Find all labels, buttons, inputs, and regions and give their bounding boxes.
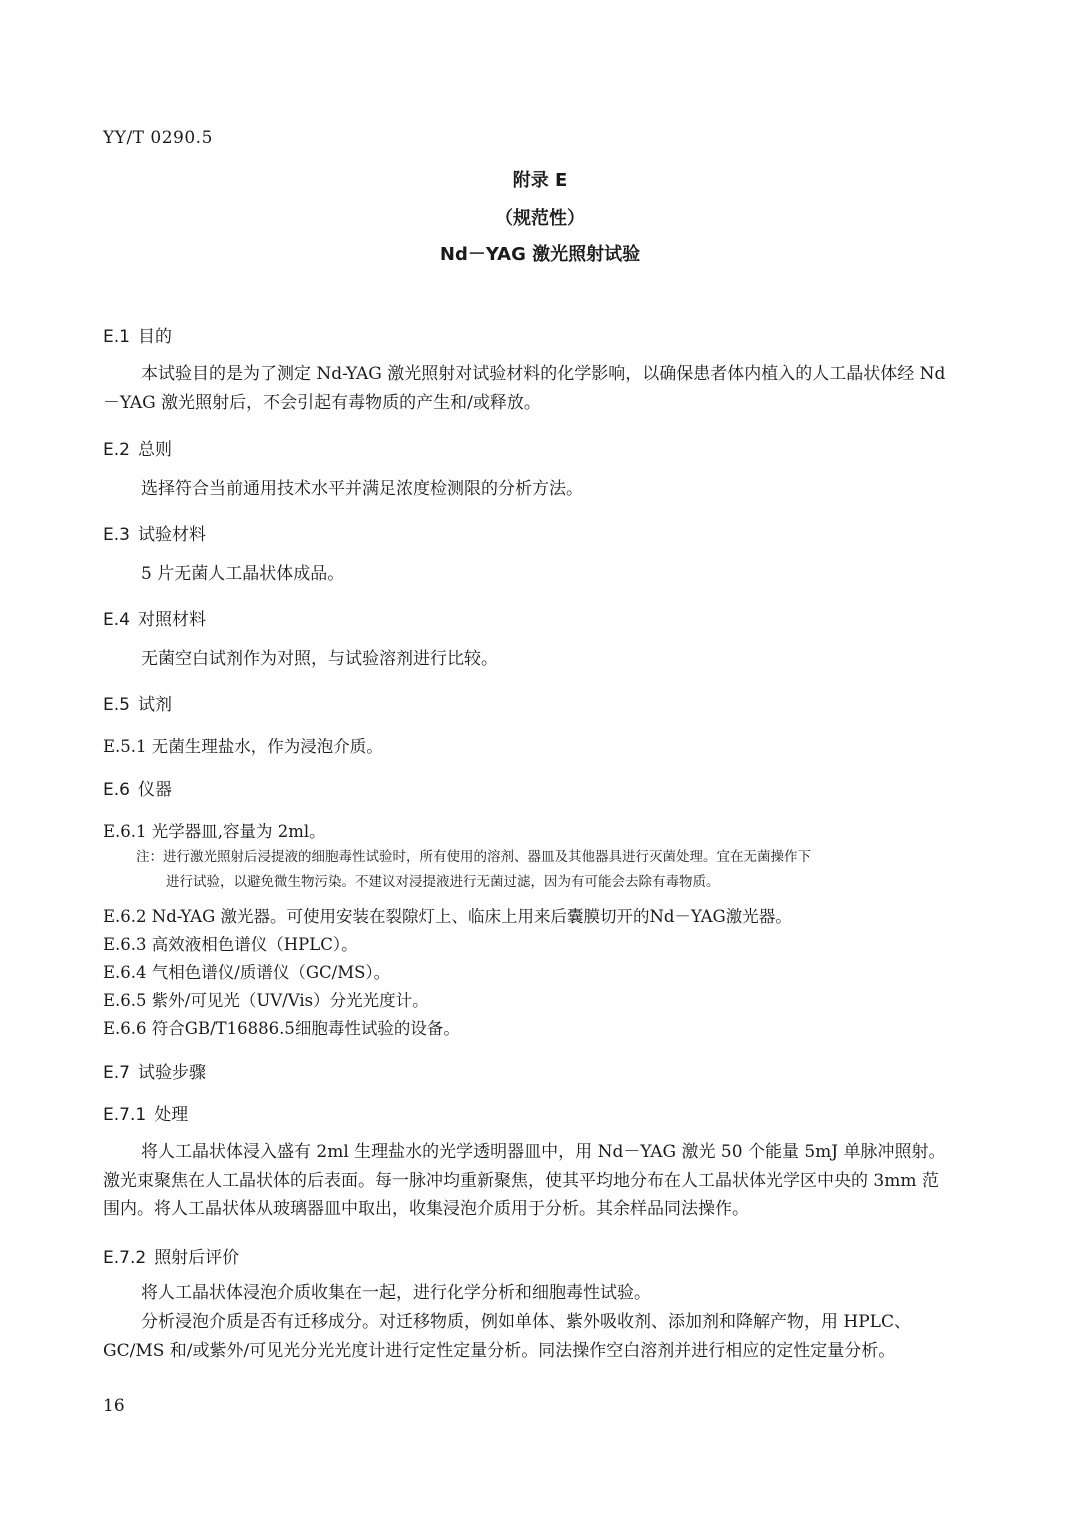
section-number: E.7 — [103, 1063, 130, 1083]
paragraph-e7-2b: 分析浸泡介质是否有迁移成分。对迁移物质，例如单体、紫外吸收剂、添加剂和降解产物，用 HPLC、GC/MS 和/或紫外/可见光分光光度计进行定性定量分析。同法操作空白溶剂并进行相应的定性定量分析。 — [103, 1312, 911, 1361]
note-label: 注： — [136, 849, 163, 865]
section-heading-e2 — [103, 435, 172, 460]
list-item-e6-3: E.6.3 高效液相色谱仪（HPLC）。 — [103, 935, 358, 954]
section-title: 总则 — [137, 440, 172, 460]
subsection-title: 照射后评价 — [154, 1248, 240, 1268]
section-number: E.2 — [103, 440, 130, 460]
subsection-number: E.7.2 — [103, 1248, 147, 1268]
section-title: 试剂 — [137, 695, 172, 715]
paragraph-e3: 5 片无菌人工晶状体成品。 — [141, 564, 345, 584]
subsection-heading-e7-2 — [103, 1243, 239, 1268]
section-title: 试验材料 — [137, 525, 206, 545]
subsection-heading-e7-1 — [103, 1100, 188, 1125]
section-title: 仪器 — [137, 780, 172, 800]
section-heading-e4 — [103, 605, 206, 630]
page-number: 16 — [103, 1396, 125, 1416]
paragraph-e1: 本试验目的是为了测定 Nd-YAG 激光照射对试验材料的化学影响，以确保患者体内植入的人工晶状体经 Nd－YAG 激光照射后，不会引起有毒物质的产生和/或释放。 — [103, 364, 946, 413]
section-heading-e6 — [103, 775, 172, 800]
list-item-e5-1: E.5.1 无菌生理盐水，作为浸泡介质。 — [103, 737, 383, 756]
paragraph-e4: 无菌空白试剂作为对照，与试验溶剂进行比较。 — [141, 649, 498, 669]
paragraph-e2: 选择符合当前通用技术水平并满足浓度检测限的分析方法。 — [141, 479, 583, 499]
subsection-title: 处理 — [154, 1105, 189, 1125]
annex-name: Nd－YAG 激光照射试验 — [439, 244, 641, 265]
note-text-line1: 进行激光照射后浸提液的细胞毒性试验时，所有使用的溶剂、器皿及其他器具进行灭菌处理。宜在无菌操作下 — [163, 849, 811, 865]
annex-type: （规范性） — [495, 208, 585, 229]
standard-code: YY/T 0290.5 — [103, 128, 213, 148]
section-number: E.5 — [103, 695, 130, 715]
section-number: E.4 — [103, 610, 130, 630]
list-item-e6-1: E.6.1 光学器皿,容量为 2ml。 — [103, 822, 326, 841]
section-heading-e1 — [103, 322, 172, 347]
list-item-e6-2: E.6.2 Nd-YAG 激光器。可使用安装在裂隙灯上、临床上用来后囊膜切开的Nd－YAG激光器。 — [103, 907, 792, 926]
paragraph-e7-2a: 将人工晶状体浸泡介质收集在一起，进行化学分析和细胞毒性试验。 — [141, 1283, 651, 1303]
section-title: 试验步骤 — [137, 1063, 206, 1083]
section-title: 对照材料 — [137, 610, 206, 630]
note-block — [136, 845, 956, 895]
section-number: E.6 — [103, 780, 130, 800]
section-title: 目的 — [137, 327, 172, 347]
note-text-line2: 进行试验，以避免微生物污染。不建议对浸提液进行无菌过滤，因为有可能会去除有毒物质。 — [166, 874, 720, 890]
annex-title: 附录 E — [512, 170, 568, 191]
section-heading-e3 — [103, 520, 206, 545]
list-item-e6-4: E.6.4 气相色谱仪/质谱仪（GC/MS）。 — [103, 963, 391, 982]
paragraph-e7-1: 将人工晶状体浸入盛有 2ml 生理盐水的光学透明器皿中，用 Nd－YAG 激光 50 个能量 5mJ 单脉冲照射。激光束聚焦在人工晶状体的后表面。每一脉冲均重新聚焦，使其平均地分布在人工晶状体光学区中央的 3mm 范围内。将人工晶状体从玻璃器皿中取出，收集浸泡介质用于分析。其余样品同法操作。 — [103, 1142, 946, 1219]
section-heading-e7 — [103, 1058, 206, 1083]
section-number: E.3 — [103, 525, 130, 545]
section-heading-e5 — [103, 690, 172, 715]
list-item-e6-5: E.6.5 紫外/可见光（UV/Vis）分光光度计。 — [103, 991, 429, 1010]
subsection-number: E.7.1 — [103, 1105, 147, 1125]
section-number: E.1 — [103, 327, 130, 347]
list-item-e6-6: E.6.6 符合GB/T16886.5细胞毒性试验的设备。 — [103, 1019, 460, 1038]
